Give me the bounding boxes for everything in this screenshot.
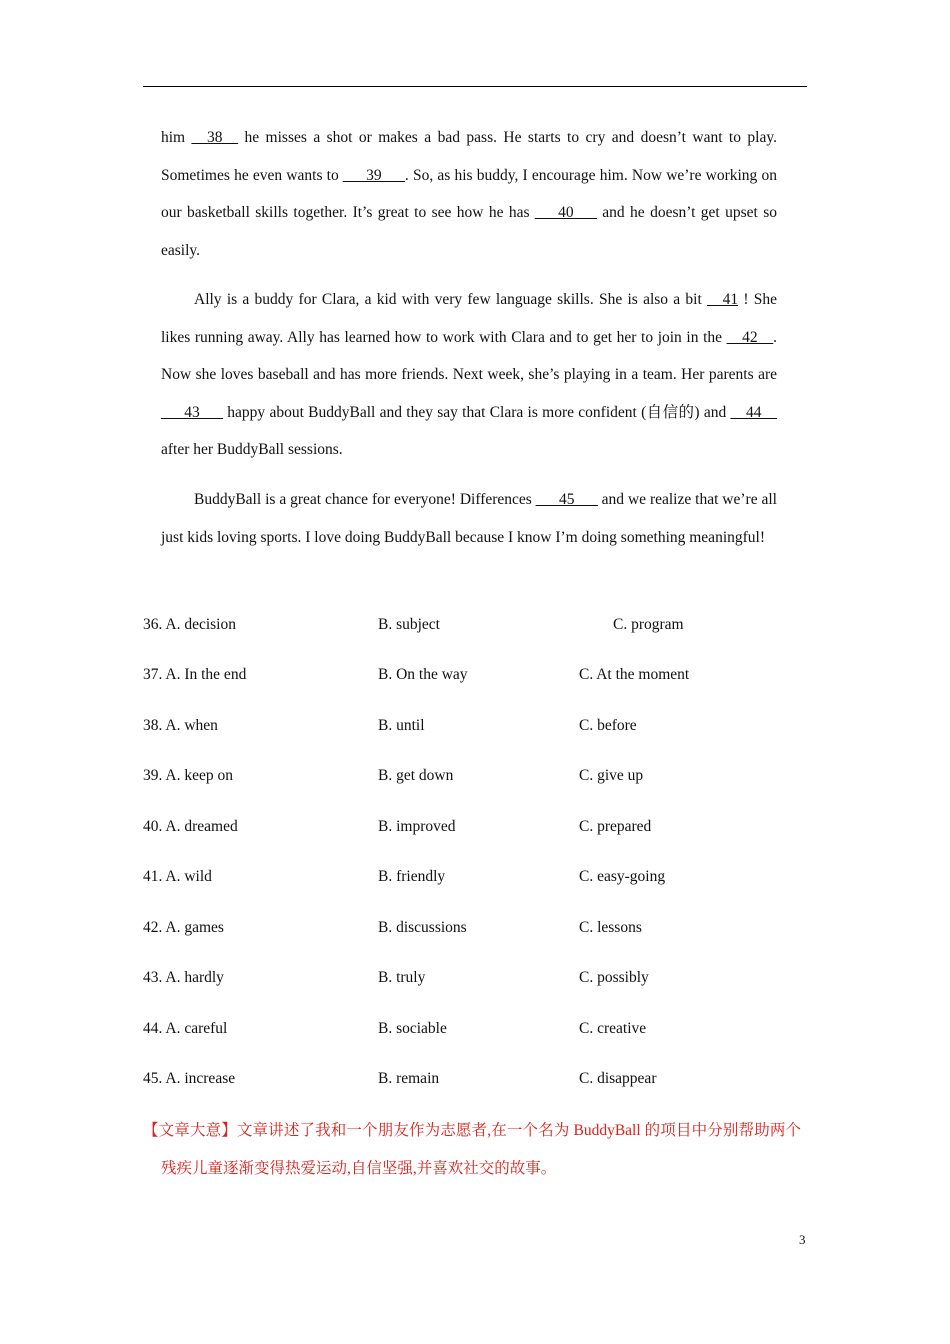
option-a: 37. A. In the end	[143, 666, 247, 683]
option-c: C. possibly	[579, 969, 649, 986]
option-a: 45. A. increase	[143, 1070, 236, 1087]
blank-44: __44__	[730, 403, 777, 421]
option-c: C. disappear	[579, 1070, 657, 1087]
text: and we realize that we’re all just kids loving sports. I love doing BuddyBall because I know I’m doing something meaningful!	[161, 491, 777, 546]
blank-38: __38__	[191, 129, 239, 146]
option-b: B. subject	[378, 616, 440, 633]
text: . So, as his buddy, I encourage him. Now we’re working on our basketball skills together. It’s great to see how he has	[161, 166, 777, 221]
option-c: C. before	[579, 717, 637, 734]
option-a: 38. A. when	[143, 717, 218, 734]
question-44-options	[143, 1017, 807, 1041]
option-a: 41. A. wild	[143, 868, 212, 885]
blank-39: ___39___	[342, 166, 405, 184]
option-b: B. discussions	[378, 919, 467, 936]
option-c: C. creative	[579, 1020, 647, 1037]
option-b: B. remain	[378, 1070, 440, 1087]
question-41-options	[143, 865, 807, 889]
option-b: B. truly	[378, 969, 426, 986]
option-a: 44. A. careful	[143, 1020, 228, 1037]
blank-41: __41	[707, 291, 739, 308]
option-a: 36. A. decision	[143, 616, 236, 633]
text: he misses a shot or makes a bad pass. He starts to cry and doesn’t want to play. Sometimes he even wants to	[161, 129, 777, 184]
option-a: 43. A. hardly	[143, 969, 224, 986]
blank-45: ___45___	[535, 491, 598, 508]
header-rule	[143, 86, 807, 87]
option-b: B. get down	[378, 767, 454, 784]
question-43-options	[143, 966, 807, 990]
question-40-options	[143, 815, 807, 839]
passage-paragraph-3	[161, 481, 777, 556]
text: after her BuddyBall sessions.	[161, 441, 343, 458]
text: happy about BuddyBall and they say that Clara is more confident (自信的) and	[223, 403, 731, 421]
question-36-options	[143, 613, 807, 637]
text: BuddyBall is a great chance for everyone! Differences	[194, 491, 536, 508]
option-a: 40. A. dreamed	[143, 818, 238, 835]
page-number: 3	[799, 1232, 806, 1247]
option-c: C. give up	[579, 767, 644, 784]
question-38-options	[143, 714, 807, 738]
option-a: 39. A. keep on	[143, 767, 233, 784]
question-45-options	[143, 1067, 807, 1091]
option-c: C. prepared	[579, 818, 652, 835]
option-b: B. sociable	[378, 1020, 447, 1037]
text: . Now she loves baseball and has more friends. Next week, she’s playing in a team. Her parents are	[161, 328, 777, 383]
option-b: B. friendly	[378, 868, 446, 885]
blank-43: ___43___	[161, 403, 223, 421]
question-37-options	[143, 663, 807, 687]
option-b: B. until	[378, 717, 425, 734]
option-c: C. At the moment	[579, 666, 690, 683]
text: him	[161, 129, 192, 146]
passage-paragraph-2	[161, 281, 777, 469]
blank-40: ___40___	[534, 204, 597, 221]
option-c: C. easy-going	[579, 868, 666, 885]
passage-paragraph-1	[161, 119, 777, 269]
option-a: 42. A. games	[143, 919, 224, 936]
option-c: C. program	[613, 616, 684, 633]
option-b: B. improved	[378, 818, 456, 835]
article-summary: 【文章大意】文章讲述了我和一个朋友作为志愿者,在一个名为 BuddyBall 的项目中分别帮助两个残疾儿童逐渐变得热爱运动,自信坚强,并喜欢社交的故事。	[143, 1122, 801, 1177]
option-b: B. On the way	[378, 666, 468, 683]
text: ! She likes running away. Ally has learned how to work with Clara and to get her to join in the	[161, 291, 777, 346]
text: Ally is a buddy for Clara, a kid with very few language skills. She is also a bit	[194, 291, 708, 308]
option-c: C. lessons	[579, 919, 642, 936]
question-42-options	[143, 916, 807, 940]
blank-42: __42__	[726, 328, 774, 346]
question-39-options	[143, 764, 807, 788]
text: and he doesn’t get upset so easily.	[161, 204, 778, 259]
